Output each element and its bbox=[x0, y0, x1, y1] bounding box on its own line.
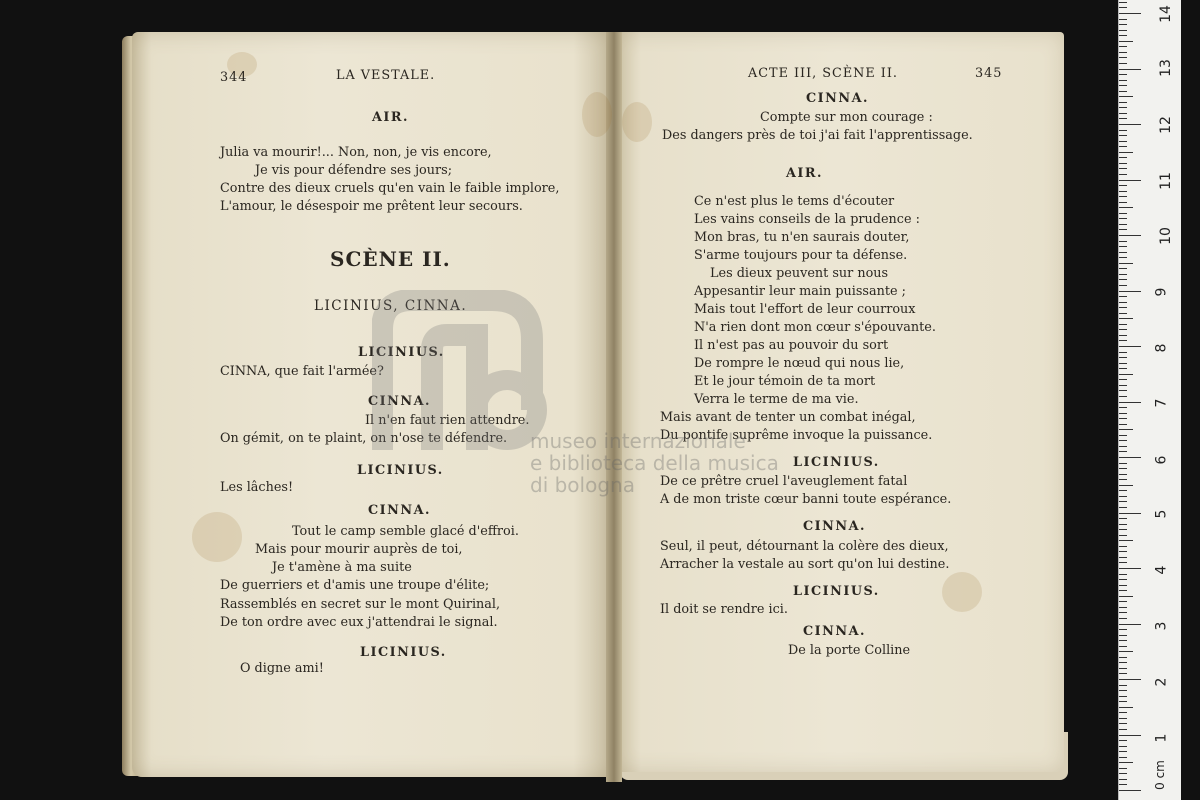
ruler-number: 13 bbox=[1157, 59, 1174, 77]
foxing-stain bbox=[192, 512, 242, 562]
ruler-tick bbox=[1119, 268, 1127, 269]
dialogue-line: De la porte Colline bbox=[788, 643, 911, 658]
dialogue-line: Seul, il peut, détournant la colère des dieux, bbox=[660, 539, 949, 554]
ruler-tick bbox=[1119, 340, 1127, 341]
speaker-label: CINNA. bbox=[368, 503, 431, 518]
ruler-tick bbox=[1119, 302, 1127, 303]
ruler-tick bbox=[1119, 513, 1141, 514]
verse-line: Mais avant de tenter un combat inégal, bbox=[660, 410, 916, 425]
ruler-tick bbox=[1119, 30, 1127, 31]
verse-line: Verra le terme de ma vie. bbox=[694, 392, 859, 407]
ruler-tick bbox=[1119, 474, 1127, 475]
verse-line: De ton ordre avec eux j'attendrai le signal. bbox=[220, 615, 498, 630]
verse-line: S'arme toujours pour ta défense. bbox=[694, 248, 908, 263]
ruler-tick bbox=[1119, 507, 1127, 508]
watermark-text bbox=[530, 430, 779, 496]
ruler-tick bbox=[1119, 574, 1127, 575]
ruler-tick bbox=[1119, 24, 1127, 25]
ruler-tick bbox=[1119, 174, 1127, 175]
verse-line: De rompre le nœud qui nous lie, bbox=[694, 356, 905, 371]
ruler-tick bbox=[1119, 524, 1127, 525]
ruler-tick bbox=[1119, 257, 1127, 258]
speaker-label: LICINIUS. bbox=[793, 584, 880, 599]
scene-title: SCÈNE II. bbox=[330, 247, 451, 271]
watermark-line: museo internazionale bbox=[530, 429, 746, 453]
ruler-tick bbox=[1119, 463, 1127, 464]
ruler-tick bbox=[1119, 279, 1127, 280]
ruler-tick bbox=[1119, 368, 1127, 369]
ruler-tick bbox=[1119, 673, 1127, 674]
ruler-tick bbox=[1119, 640, 1127, 641]
page-number: 344 bbox=[220, 70, 248, 85]
ruler-tick bbox=[1119, 585, 1127, 586]
ruler-tick bbox=[1119, 96, 1133, 97]
verse-line: N'a rien dont mon cœur s'épouvante. bbox=[694, 320, 936, 335]
ruler-tick bbox=[1119, 346, 1141, 347]
ruler-tick bbox=[1119, 540, 1133, 541]
measurement-ruler bbox=[1118, 0, 1181, 800]
ruler-tick bbox=[1119, 657, 1127, 658]
ruler-tick bbox=[1119, 790, 1141, 791]
dialogue-line: O digne ami! bbox=[240, 661, 324, 676]
ruler-tick bbox=[1119, 768, 1127, 769]
verse-line: Et le jour témoin de ta mort bbox=[694, 374, 876, 389]
ruler-tick bbox=[1119, 80, 1127, 81]
air-label: AIR. bbox=[372, 110, 410, 125]
foxing-stain bbox=[622, 102, 652, 142]
foxing-stain bbox=[582, 92, 612, 137]
ruler-tick bbox=[1119, 35, 1127, 36]
ruler-tick bbox=[1119, 601, 1127, 602]
ruler-tick bbox=[1119, 213, 1127, 214]
ruler-tick bbox=[1119, 235, 1141, 236]
dialogue-line: De ce prêtre cruel l'aveuglement fatal bbox=[660, 474, 908, 489]
ruler-tick bbox=[1119, 701, 1127, 702]
ruler-number: 2 bbox=[1153, 677, 1170, 687]
ruler-tick bbox=[1119, 418, 1127, 419]
dialogue-line: CINNA, que fait l'armée? bbox=[220, 364, 384, 379]
page-number: 345 bbox=[975, 66, 1003, 81]
dialogue-line: Les lâches! bbox=[220, 480, 294, 495]
ruler-tick bbox=[1119, 374, 1133, 375]
speaker-label: CINNA. bbox=[368, 394, 431, 409]
verse-line: Je t'amène à ma suite bbox=[272, 560, 412, 575]
ruler-tick bbox=[1119, 762, 1133, 763]
ruler-tick bbox=[1119, 740, 1127, 741]
dialogue-line: On gémit, on te plaint, on n'ose te défendre. bbox=[220, 431, 508, 446]
ruler-tick bbox=[1119, 579, 1127, 580]
ruler-tick bbox=[1119, 52, 1127, 53]
ruler-tick bbox=[1119, 118, 1127, 119]
ruler-tick bbox=[1119, 685, 1127, 686]
ruler-tick bbox=[1119, 646, 1127, 647]
ruler-tick bbox=[1119, 69, 1141, 70]
ruler-tick bbox=[1119, 596, 1133, 597]
ruler-number: 10 bbox=[1157, 227, 1174, 245]
dialogue-line: A de mon triste cœur banni toute espérance. bbox=[660, 492, 952, 507]
ruler-tick bbox=[1119, 457, 1141, 458]
ruler-tick bbox=[1119, 557, 1127, 558]
speaker-label: CINNA. bbox=[803, 624, 866, 639]
ruler-tick bbox=[1119, 624, 1141, 625]
ruler-tick bbox=[1119, 113, 1127, 114]
verse-line: Mon bras, tu n'en saurais douter, bbox=[694, 230, 910, 245]
verse-line: Du pontife suprême invoque la puissance. bbox=[660, 428, 933, 443]
ruler-number: 3 bbox=[1153, 621, 1170, 631]
ruler-tick bbox=[1119, 241, 1127, 242]
ruler-tick bbox=[1119, 13, 1141, 14]
ruler-tick bbox=[1119, 307, 1127, 308]
ruler-tick bbox=[1119, 546, 1127, 547]
ruler-tick bbox=[1119, 773, 1127, 774]
ruler-tick bbox=[1119, 679, 1141, 680]
ruler-tick bbox=[1119, 435, 1127, 436]
verse-line: Appesantir leur main puissante ; bbox=[694, 284, 906, 299]
ruler-number: 14 bbox=[1157, 5, 1174, 23]
ruler-number: 9 bbox=[1153, 287, 1170, 297]
verse-line: Ce n'est plus le tems d'écouter bbox=[694, 194, 895, 209]
speaker-label: LICINIUS. bbox=[357, 463, 444, 478]
ruler-tick bbox=[1119, 757, 1127, 758]
ruler-tick bbox=[1119, 135, 1127, 136]
ruler-tick bbox=[1119, 7, 1127, 8]
ruler-tick bbox=[1119, 313, 1127, 314]
ruler-tick bbox=[1119, 157, 1127, 158]
ruler-tick bbox=[1119, 91, 1127, 92]
ruler-tick bbox=[1119, 518, 1127, 519]
ruler-tick bbox=[1119, 424, 1127, 425]
ruler-number: 6 bbox=[1153, 455, 1170, 465]
ruler-number: 11 bbox=[1157, 172, 1174, 190]
ruler-tick bbox=[1119, 501, 1127, 502]
ruler-tick bbox=[1119, 446, 1127, 447]
verse-line: Les dieux peuvent sur nous bbox=[710, 266, 889, 281]
speaker-label: LICINIUS. bbox=[793, 455, 880, 470]
ruler-tick bbox=[1119, 196, 1127, 197]
verse-line: L'amour, le désespoir me prêtent leur secours. bbox=[220, 199, 523, 214]
ruler-tick bbox=[1119, 285, 1127, 286]
ruler-tick bbox=[1119, 784, 1127, 785]
ruler-number: 12 bbox=[1157, 116, 1174, 134]
ruler-tick bbox=[1119, 707, 1133, 708]
ruler-tick bbox=[1119, 224, 1127, 225]
air-label: AIR. bbox=[786, 166, 824, 181]
ruler-tick bbox=[1119, 63, 1127, 64]
book-spine bbox=[606, 32, 622, 782]
verse-line: Les vains conseils de la prudence : bbox=[694, 212, 920, 227]
ruler-tick bbox=[1119, 252, 1127, 253]
ruler-tick bbox=[1119, 551, 1127, 552]
ruler-tick bbox=[1119, 41, 1133, 42]
foxing-stain bbox=[942, 572, 982, 612]
ruler-number: 4 bbox=[1153, 565, 1170, 575]
verse-line: Mais pour mourir auprès de toi, bbox=[255, 542, 463, 557]
ruler-tick bbox=[1119, 274, 1127, 275]
ruler-tick bbox=[1119, 46, 1127, 47]
ruler-tick bbox=[1119, 163, 1127, 164]
ruler-tick bbox=[1119, 74, 1127, 75]
ruler-tick bbox=[1119, 468, 1127, 469]
ruler-tick bbox=[1119, 107, 1127, 108]
ruler-tick bbox=[1119, 357, 1127, 358]
verse-line: Contre des dieux cruels qu'en vain le faible implore, bbox=[220, 181, 560, 196]
ruler-tick bbox=[1119, 723, 1127, 724]
ruler-tick bbox=[1119, 618, 1127, 619]
ruler-tick bbox=[1119, 751, 1127, 752]
ruler-tick bbox=[1119, 185, 1127, 186]
ruler-tick bbox=[1119, 607, 1127, 608]
ruler-tick bbox=[1119, 712, 1127, 713]
verse-line: Julia va mourir!... Non, non, je vis encore, bbox=[220, 145, 492, 160]
ruler-tick bbox=[1119, 363, 1127, 364]
verse-line: De guerriers et d'amis une troupe d'élite; bbox=[220, 578, 490, 593]
ruler-tick bbox=[1119, 318, 1133, 319]
ruler-tick bbox=[1119, 218, 1127, 219]
speaker-label: LICINIUS. bbox=[360, 645, 447, 660]
watermark-line: di bologna bbox=[530, 473, 635, 497]
ruler-tick bbox=[1119, 85, 1127, 86]
ruler-tick bbox=[1119, 102, 1127, 103]
speaker-label: LICINIUS. bbox=[358, 345, 445, 360]
ruler-tick bbox=[1119, 735, 1141, 736]
verse-line: Il n'est pas au pouvoir du sort bbox=[694, 338, 889, 353]
dialogue-line: Il doit se rendre ici. bbox=[660, 602, 788, 617]
verse-line: Rassemblés en secret sur le mont Quirinal, bbox=[220, 597, 501, 612]
ruler-tick bbox=[1119, 141, 1127, 142]
ruler-tick bbox=[1119, 535, 1127, 536]
ruler-tick bbox=[1119, 168, 1127, 169]
ruler-tick bbox=[1119, 379, 1127, 380]
dialogue-line: Des dangers près de toi j'ai fait l'apprentissage. bbox=[662, 128, 973, 143]
ruler-tick bbox=[1119, 479, 1127, 480]
verse-line: Mais tout l'effort de leur courroux bbox=[694, 302, 916, 317]
running-head: LA VESTALE. bbox=[336, 68, 436, 83]
ruler-tick bbox=[1119, 746, 1127, 747]
ruler-tick bbox=[1119, 390, 1127, 391]
ruler-tick bbox=[1119, 291, 1141, 292]
ruler-tick bbox=[1119, 2, 1127, 3]
ruler-tick bbox=[1119, 590, 1127, 591]
ruler-tick bbox=[1119, 296, 1127, 297]
ruler-tick bbox=[1119, 490, 1127, 491]
ruler-tick bbox=[1119, 407, 1127, 408]
ruler-tick bbox=[1119, 19, 1127, 20]
ruler-tick bbox=[1119, 635, 1127, 636]
ruler-tick bbox=[1119, 485, 1133, 486]
ruler-tick bbox=[1119, 152, 1133, 153]
ruler-tick bbox=[1119, 718, 1127, 719]
watermark-line: e biblioteca della musica bbox=[530, 451, 779, 475]
ruler-tick bbox=[1119, 324, 1127, 325]
ruler-tick bbox=[1119, 568, 1141, 569]
ruler-tick bbox=[1119, 130, 1127, 131]
ruler-tick bbox=[1119, 385, 1127, 386]
ruler-tick bbox=[1119, 413, 1127, 414]
ruler-number: 0 cm bbox=[1152, 760, 1167, 790]
ruler-tick bbox=[1119, 779, 1127, 780]
ruler-tick bbox=[1119, 529, 1127, 530]
ruler-tick bbox=[1119, 629, 1127, 630]
ruler-tick bbox=[1119, 429, 1133, 430]
ruler-tick bbox=[1119, 180, 1141, 181]
dialogue-line: Arracher la vestale au sort qu'on lui destine. bbox=[660, 557, 950, 572]
running-head: ACTE III, SCÈNE II. bbox=[748, 66, 898, 81]
speaker-label: CINNA. bbox=[806, 91, 869, 106]
ruler-tick bbox=[1119, 202, 1127, 203]
ruler-tick bbox=[1119, 696, 1127, 697]
ruler-tick bbox=[1119, 440, 1127, 441]
verse-line: Tout le camp semble glacé d'effroi. bbox=[292, 524, 519, 539]
ruler-number: 7 bbox=[1153, 398, 1170, 408]
ruler-tick bbox=[1119, 207, 1133, 208]
ruler-tick bbox=[1119, 57, 1127, 58]
ruler-tick bbox=[1119, 668, 1127, 669]
ruler-tick bbox=[1119, 496, 1127, 497]
ruler-tick bbox=[1119, 451, 1127, 452]
scene-characters: LICINIUS, CINNA. bbox=[314, 298, 468, 314]
ruler-tick bbox=[1119, 146, 1127, 147]
ruler-number: 8 bbox=[1153, 343, 1170, 353]
ruler-tick bbox=[1119, 612, 1127, 613]
verse-line: Je vis pour défendre ses jours; bbox=[255, 163, 453, 178]
ruler-number: 5 bbox=[1153, 509, 1170, 519]
ruler-tick bbox=[1119, 246, 1127, 247]
ruler-number: 1 bbox=[1153, 733, 1170, 743]
ruler-tick bbox=[1119, 729, 1127, 730]
ruler-tick bbox=[1119, 191, 1127, 192]
ruler-tick bbox=[1119, 335, 1127, 336]
ruler-tick bbox=[1119, 263, 1133, 264]
ruler-tick bbox=[1119, 396, 1127, 397]
dialogue-line: Compte sur mon courage : bbox=[760, 110, 933, 125]
ruler-tick bbox=[1119, 690, 1127, 691]
ruler-tick bbox=[1119, 562, 1127, 563]
ruler-tick bbox=[1119, 124, 1141, 125]
ruler-tick bbox=[1119, 352, 1127, 353]
ruler-tick bbox=[1119, 329, 1127, 330]
speaker-label: CINNA. bbox=[803, 519, 866, 534]
ruler-tick bbox=[1119, 662, 1127, 663]
ruler-tick bbox=[1119, 402, 1141, 403]
ruler-tick bbox=[1119, 651, 1133, 652]
dialogue-line: Il n'en faut rien attendre. bbox=[365, 413, 530, 428]
ruler-tick bbox=[1119, 229, 1127, 230]
